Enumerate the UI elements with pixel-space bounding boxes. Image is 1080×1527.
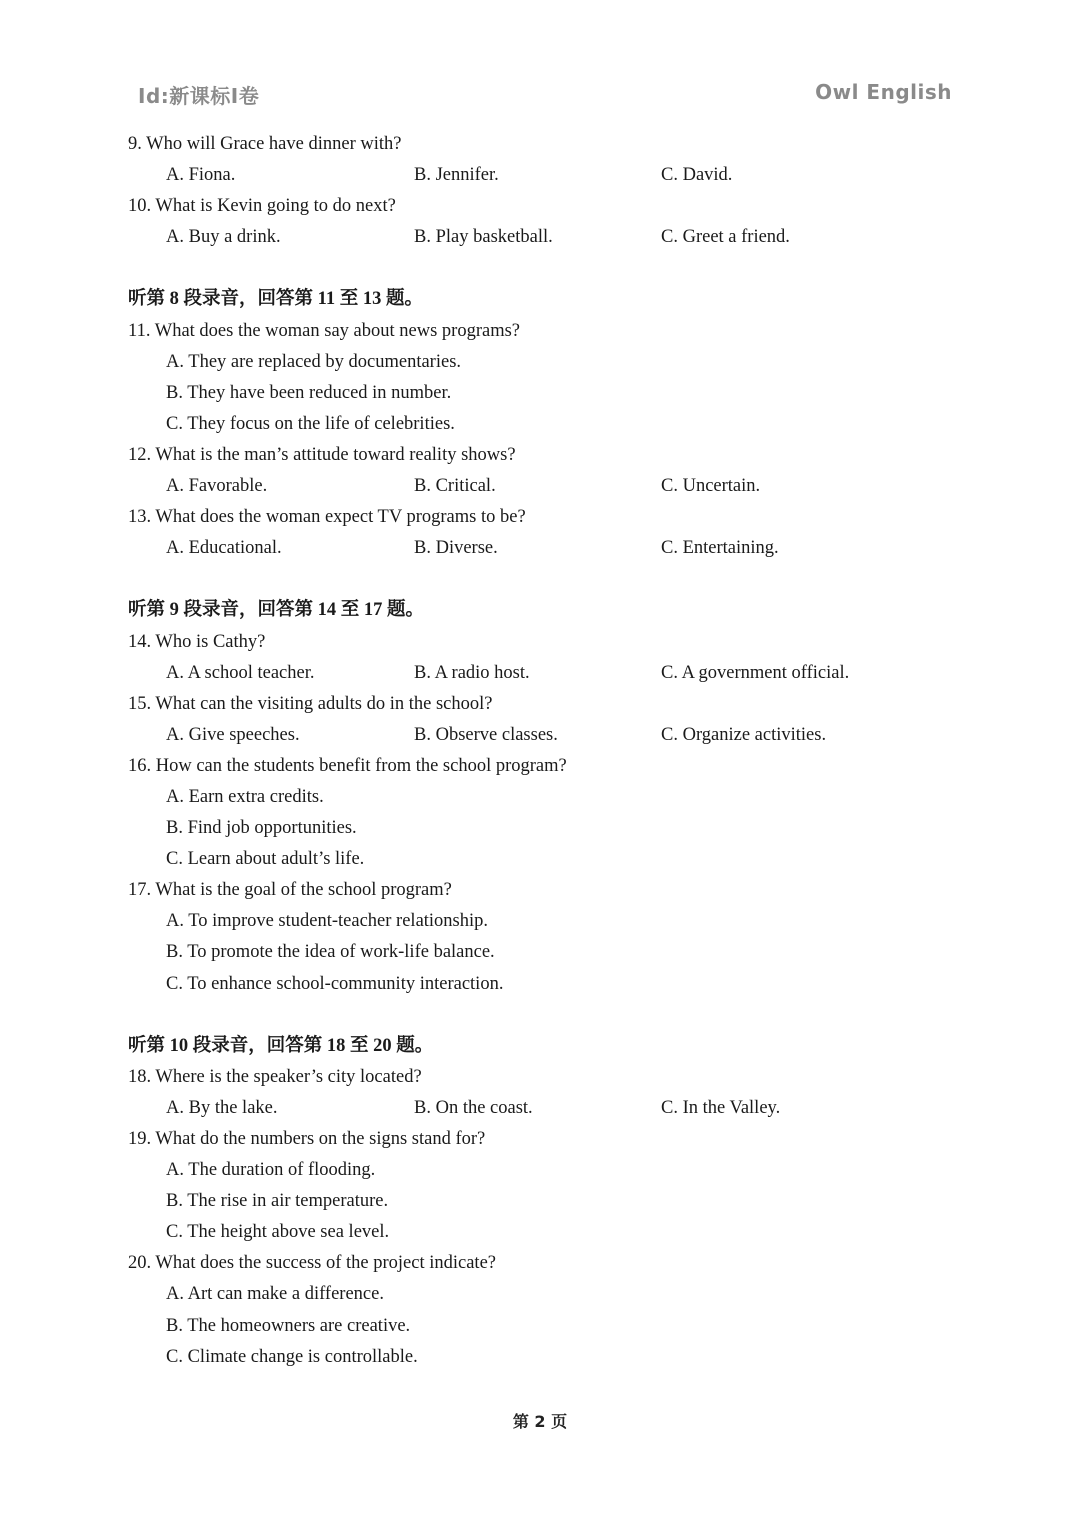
- option-a: A. Earn extra credits.: [166, 786, 324, 807]
- page-number: 第 2 页: [512, 1412, 568, 1431]
- option-a: A. By the lake.: [166, 1097, 278, 1118]
- question-13-stem: 13. What does the woman expect TV programs to be?: [128, 507, 526, 528]
- question-10-stem: 10. What is Kevin going to do next?: [128, 196, 396, 217]
- option-b: B. To promote the idea of work-life balance.: [166, 942, 495, 963]
- option-b: B. Jennifer.: [414, 165, 499, 186]
- question-12-options: [128, 471, 928, 502]
- exam-content: [128, 129, 928, 1373]
- option-c: C. In the Valley.: [661, 1097, 781, 1118]
- question-20-stem: 20. What does the success of the project indicate?: [128, 1253, 496, 1274]
- option-b: B. Play basketball.: [414, 227, 553, 248]
- option-a: A. Art can make a difference.: [166, 1284, 384, 1305]
- question-14-options: [128, 658, 928, 689]
- question-14-stem: 14. Who is Cathy?: [128, 631, 266, 652]
- option-b: B. A radio host.: [414, 662, 530, 683]
- option-b: B. They have been reduced in number.: [166, 382, 452, 403]
- option-b: B. Find job opportunities.: [166, 818, 357, 839]
- header-exam-id: Id:新课标I卷: [138, 84, 260, 108]
- option-c: C. A government official.: [661, 662, 850, 683]
- option-c: C. Entertaining.: [661, 538, 779, 559]
- option-c: C. The height above sea level.: [166, 1222, 390, 1243]
- question-15-options: [128, 720, 928, 751]
- header-brand: Owl English: [815, 80, 952, 104]
- option-c: C. Climate change is controllable.: [166, 1346, 418, 1367]
- option-c: C. Organize activities.: [661, 724, 827, 745]
- question-13-options: [128, 533, 928, 564]
- question-11-stem: 11. What does the woman say about news programs?: [128, 320, 521, 341]
- option-a: A. Buy a drink.: [166, 227, 281, 248]
- section-9-title: 听第 9 段录音，回答第 14 至 17 题。: [128, 600, 425, 621]
- option-a: A. Educational.: [166, 538, 282, 559]
- section-10-title: 听第 10 段录音，回答第 18 至 20 题。: [128, 1035, 434, 1056]
- option-b: B. The rise in air temperature.: [166, 1191, 389, 1212]
- option-c: C. Greet a friend.: [661, 227, 790, 248]
- option-c: C. To enhance school-community interaction.: [166, 973, 504, 994]
- option-a: A. Fiona.: [166, 165, 236, 186]
- question-18-stem: 18. Where is the speaker’s city located?: [128, 1066, 422, 1087]
- question-18-options: [128, 1093, 928, 1124]
- option-a: A. Favorable.: [166, 476, 268, 497]
- question-17-stem: 17. What is the goal of the school program?: [128, 880, 452, 901]
- option-a: A. To improve student-teacher relationship.: [166, 911, 489, 932]
- option-c: C. Uncertain.: [661, 476, 761, 497]
- question-12-stem: 12. What is the man’s attitude toward reality shows?: [128, 444, 516, 465]
- option-b: B. Diverse.: [414, 538, 498, 559]
- question-19-stem: 19. What do the numbers on the signs stand for?: [128, 1129, 486, 1149]
- option-a: A. They are replaced by documentaries.: [166, 351, 462, 372]
- section-8-title: 听第 8 段录音，回答第 11 至 13 题。: [128, 289, 423, 310]
- option-c: C. They focus on the life of celebrities.: [166, 413, 455, 434]
- question-10-options: [128, 222, 928, 253]
- option-b: B. Critical.: [414, 476, 496, 497]
- question-15-stem: 15. What can the visiting adults do in the school?: [128, 693, 493, 714]
- option-a: A. A school teacher.: [166, 662, 315, 683]
- option-a: A. The duration of flooding.: [166, 1160, 376, 1181]
- option-c: C. David.: [661, 165, 733, 186]
- option-a: A. Give speeches.: [166, 724, 300, 745]
- question-9-stem: 9. Who will Grace have dinner with?: [128, 134, 402, 154]
- question-9-options: [128, 160, 928, 191]
- question-16-stem: 16. How can the students benefit from the school program?: [128, 755, 567, 776]
- option-b: B. Observe classes.: [414, 724, 558, 745]
- option-b: B. The homeowners are creative.: [166, 1315, 411, 1336]
- option-c: C. Learn about adult’s life.: [166, 849, 365, 870]
- option-b: B. On the coast.: [414, 1097, 533, 1118]
